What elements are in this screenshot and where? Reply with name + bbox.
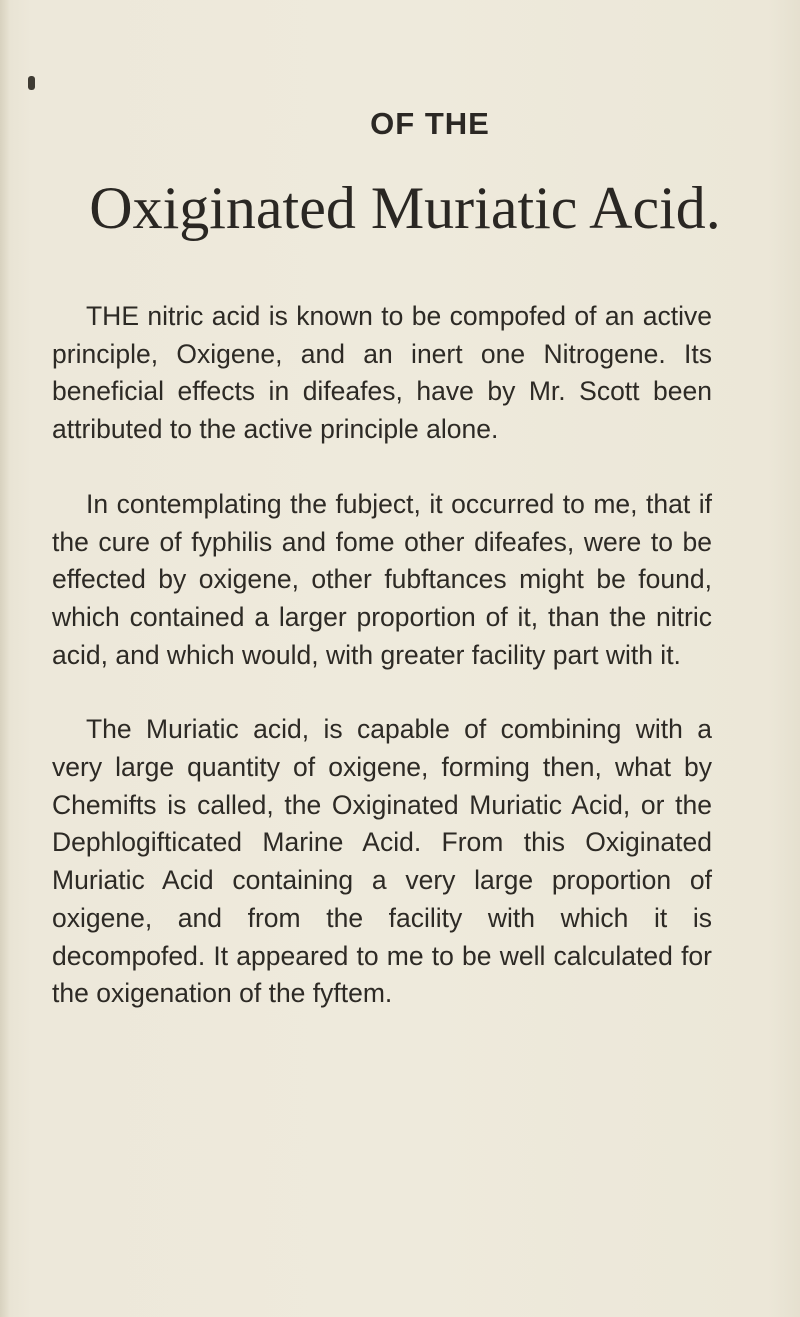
- paragraph-2: In contemplating the fubject, it occurred to me, that if the cure of fyphilis and fome other difeafes, were to be effected by oxigene, other fubftances might be found, which contained a larger proportion of it, than the nitric acid, and which would, with greater facility part with it.: [52, 488, 712, 670]
- ink-spot: [28, 76, 35, 90]
- chapter-title: Oxiginated Muriatic Acid.: [89, 175, 721, 241]
- chapter-heading-prefix: OF THE: [370, 106, 490, 141]
- body-text: [52, 298, 712, 1013]
- paragraph-3: The Muriatic acid, is capable of combining with a very large quantity of oxigene, forming then, what by Chemifts is called, the Oxiginated Muriatic Acid, or the Dephlogifticated Marine Acid. From this Oxiginated Muriatic Acid containing a very large proportion of oxigene, and from the facility with which it is decompofed. It appeared to me to be well calculated for the oxigenation of the fyftem.: [52, 714, 712, 1009]
- paragraph-1: THE nitric acid is known to be compofed of an active principle, Oxigene, and an inert one Nitrogene. Its beneficial effects in difeafes, have by Mr. Scott been attributed to the active principle alone.: [52, 301, 712, 445]
